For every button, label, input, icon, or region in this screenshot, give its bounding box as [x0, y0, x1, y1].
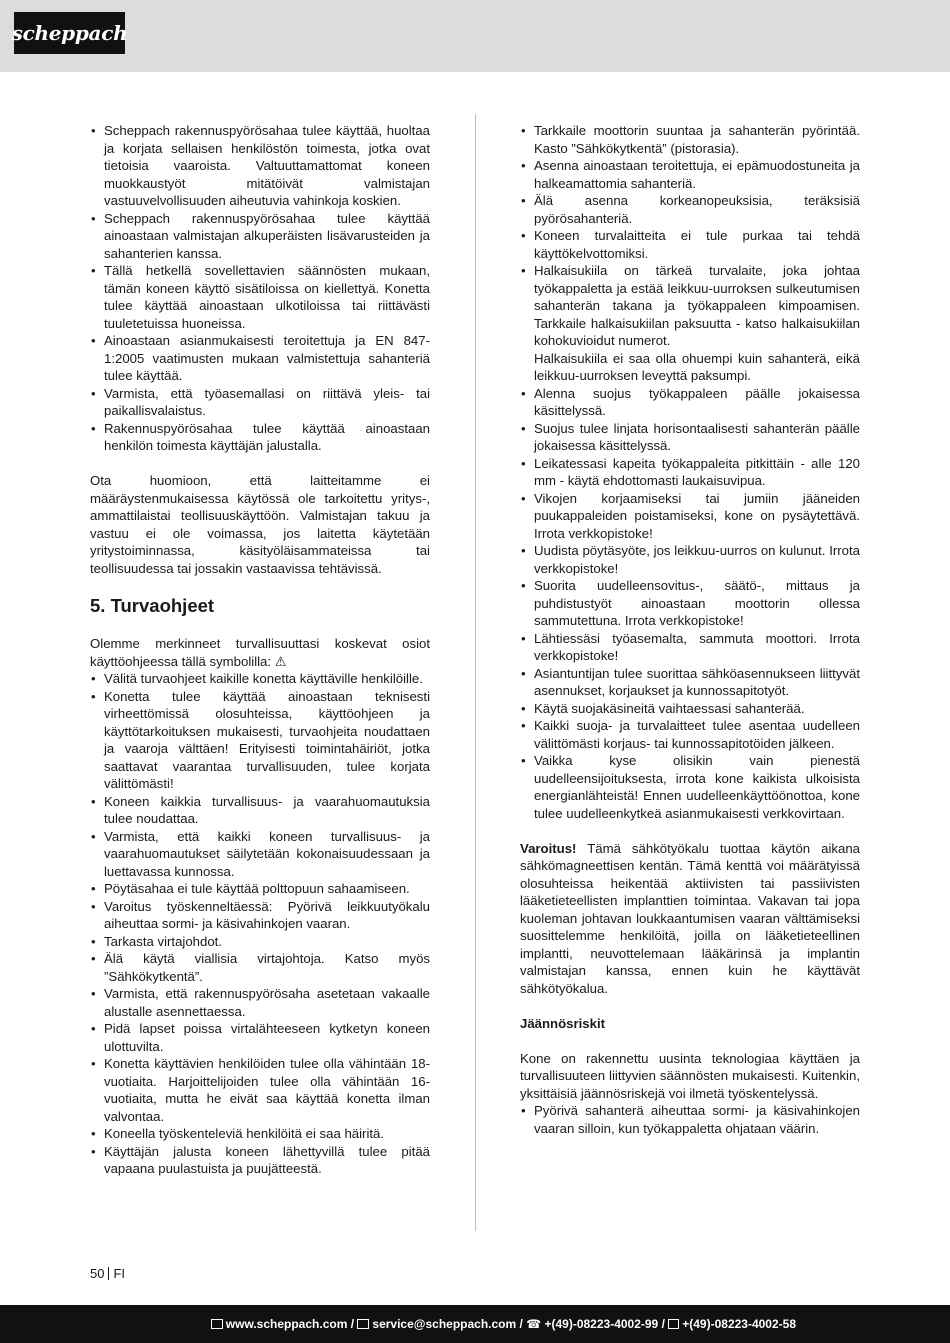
riving-knife-note: Halkaisukiila ei saa olla ohuempi kuin sahanterä, eikä leikkuu-uurroksen leveyttä paksumpi. [534, 350, 860, 383]
footer-contact [211, 1305, 796, 1343]
list-item: • Leikatessasi kapeita työkappaleita pitkittäin - alle 120 mm - käytä ehdottomasti laukaisuvipua. [520, 455, 860, 490]
language-code: FI [113, 1266, 126, 1281]
list-item: • Rakennuspyörösahaa tulee käyttää ainoastaan henkilön toimesta käyttäjän jalustalla. [90, 420, 430, 455]
list-item: • Älä käytä viallisia virtajohtoja. Katso myös ”Sähkökytkentä”. [90, 950, 430, 985]
list-item: • Uudista pöytäsyöte, jos leikkuu-uurros on kulunut. Irrota verkkopistoke! [520, 542, 860, 577]
page-header [0, 0, 950, 72]
residual-risks-list [520, 1102, 860, 1137]
footer-separator: / [658, 1317, 669, 1331]
warning-text: Tämä sähkötyökalu tuottaa käytön aikana sähkömagneettisen kentän. Tämä kenttä voi määrätyissä olosuhteissa heikentää aktiivisten tai passiivisten lääketieteellisten implanttien toimintaa. Vakavan tai jopa kuoleman johtavan loukkaantumisen vaaran välttämiseksi suosittelemme henkilöitä, joilla on lääketieteellinen implantti, neuvottelemaan lääkärinsä ja implantin valmistajan kanssa, ennen kuin he käyttävät sähkötyökalua. [520, 840, 860, 996]
footer-email[interactable]: service@scheppach.com [372, 1317, 517, 1331]
right-column [520, 122, 860, 1137]
list-item: • Älä asenna korkeanopeuksisia, teräksisiä pyörösahanteriä. [520, 192, 860, 227]
list-item: • Kaikki suoja- ja turvalaitteet tulee asentaa uudelleen välittömästi korjaus- tai kunnossapitotöiden jälkeen. [520, 717, 860, 752]
section-title: 5. Turvaohjeet [90, 595, 215, 616]
list-item: • Tarkkaile moottorin suuntaa ja sahanterän pyörintää. Kasto ”Sähkökytkentä” (pistorasia). [520, 122, 860, 157]
footer-separator: / [347, 1317, 358, 1331]
list-item: • Asiantuntijan tulee suorittaa sähköasennukseen liittyvät asennukset, korjaukset ja kunnossapitotyöt. [520, 665, 860, 700]
footer-web[interactable]: www.scheppach.com [225, 1317, 348, 1331]
list-item: • Pidä lapset poissa virtalähteeseen kytketyn koneen ulottuvilta. [90, 1020, 430, 1055]
usage-paragraph: Ota huomioon, että laitteitamme ei määräystenmukaisessa käytössä ole tarkoitettu yritys-, ammattilaistai teollisuuskäyttöön. Valmistajan takuu ja vastuu ei ole voimassa, jos laitetta käytetään yritystoiminnassa, käsityöläisammateissa tai teollisuudessa tai jossakin vastaavissa tehtävissä. [90, 473, 430, 576]
warning-label: Varoitus! [520, 840, 577, 856]
footer-fax: +(49)-08223-4002-58 [682, 1317, 796, 1331]
envelope-icon [357, 1319, 369, 1329]
list-item [520, 262, 860, 385]
list-item: • Varoitus työskenneltäessä: Pyörivä leikkuutyökalu aiheuttaa sormi- ja käsivahinkojen vaaran. [90, 898, 430, 933]
footer-separator: / [516, 1317, 527, 1331]
list-item: • Pöytäsahaa ei tule käyttää polttopuun sahaamiseen. [90, 880, 430, 898]
page-footer [0, 1305, 950, 1343]
fax-icon [668, 1319, 679, 1329]
list-item: • Suojus tulee linjata horisontaalisesti sahanterän päälle jokaisessa käsittelyssä. [520, 420, 860, 455]
list-item: • Varmista, että työasemallasi on riittävä yleis- tai paikallisvalaistus. [90, 385, 430, 420]
list-item: • Käyttäjän jalusta koneen lähettyvillä tulee pitää vapaana puulastuista ja puujätteestä. [90, 1143, 430, 1178]
page-number [90, 1265, 125, 1282]
list-item: • Koneella työskenteleviä henkilöitä ei saa häiritä. [90, 1125, 430, 1143]
footer-phone: +(49)-08223-4002-99 [544, 1317, 659, 1331]
scheppach-logo: scheppach [14, 12, 125, 54]
list-item: • Scheppach rakennuspyörösahaa tulee käyttää ainoastaan valmistajan alkuperäisten lisävarusteiden ja sahanterien kanssa. [90, 210, 430, 263]
safety-intro: Olemme merkinneet turvallisuuttasi koskevat osiot käyttöohjeessa tällä symbolilla: ⚠ [90, 636, 430, 669]
list-item: • Vaikka kyse olisikin vain pienestä uudelleensijoituksesta, irrota kone kaikista ulkoisista energianlähteistä! Ennen uudelleenkäyttöönottoa, kone tulee uudelleenkytkeä asianmukaisesti verkkovirtaan. [520, 752, 860, 822]
list-item: • Tarkasta virtajohdot. [90, 933, 430, 951]
phone-icon: ☎ [526, 1317, 542, 1331]
list-item: • Varmista, että rakennuspyörösaha asetetaan vakaalle alustalle asennettaessa. [90, 985, 430, 1020]
list-item: • Alenna suojus työkappaleen päälle jokaisessa käsittelyssä. [520, 385, 860, 420]
list-item: • Koneen kaikkia turvallisuus- ja vaarahuomautuksia tulee noudattaa. [90, 793, 430, 828]
list-item: • Ainoastaan asianmukaisesti teroitettuja ja EN 847-1:2005 vaatimusten mukaan valmistettuja sahanteriä tulee käyttää. [90, 332, 430, 385]
column-divider [475, 114, 476, 1231]
list-item: • Tällä hetkellä sovellettavien säännösten mukaan, tämän koneen käyttö sisätiloissa on kiellettyä. Konetta tulee käyttää ainoastaan ulkotiloissa tai riittävästi tuuletetuissa huoneissa. [90, 262, 430, 332]
left-bullet-list-1 [90, 122, 430, 455]
list-item: • Asenna ainoastaan teroitettuja, ei epämuodostuneita ja halkeamattomia sahanteriä. [520, 157, 860, 192]
left-bullet-list-2 [90, 670, 430, 1178]
residual-risks-text: Kone on rakennettu uusinta teknologiaa käyttäen ja turvallisuuteen liittyvien säännösten mukaisesti. Kuitenkin, yksittäisiä jäännösriskejä voi ilmetä työskentelyssä. [520, 1050, 860, 1101]
list-item: • Pyörivä sahanterä aiheuttaa sormi- ja käsivahinkojen vaaran silloin, kun työkappaletta ohjataan väärin. [520, 1102, 860, 1137]
warning-paragraph [520, 840, 860, 998]
left-column [90, 122, 430, 1178]
right-bullet-list-1 [520, 122, 860, 822]
list-item: • Välitä turvaohjeet kaikille konetta käyttäville henkilöille. [90, 670, 430, 688]
page-number-value: 50 [90, 1266, 105, 1281]
list-item: • Käytä suojakäsineitä vaihtaessasi sahanterää. [520, 700, 860, 718]
list-item: • Konetta tulee käyttää ainoastaan teknisesti virheettömissä olosuhteissa, käyttöohjeen ja käyttötarkoituksen mukaisesti, turvaohjeita noudattaen ja vaaroja välttäen! Erityisesti toimintahäiriöt, jotka saattavat vaarantaa turvallisuuden, tulee korjata välittömästi! [90, 688, 430, 793]
residual-risks-title: Jäännösriskit [520, 1015, 606, 1031]
riving-knife-text: Halkaisukiila on tärkeä turvalaite, joka johtaa työkappaletta ja estää leikkuu-uurroksen sulkeutumisen sahanterän takana ja työkappaleen kimpoamisen. Tarkkaile halkaisukiilan paksuutta - katso halkaisukiilan kohokuvioidut numerot. [534, 263, 860, 348]
list-item: • Varmista, että kaikki koneen turvallisuus- ja vaarahuomautukset säilytetään kokonaisuudessaan ja luettavassa kunnossa. [90, 828, 430, 881]
list-item: • Konetta käyttävien henkilöiden tulee olla vähintään 18-vuotiaita. Harjoittelijoiden tulee olla vähintään 16-vuotiaita, mutta he eivät saa käyttää konetta ilman valvontaa. [90, 1055, 430, 1125]
page-number-separator [108, 1267, 109, 1280]
list-item: • Scheppach rakennuspyörösahaa tulee käyttää, huoltaa ja korjata sellaisen henkilöstön toimesta, jotka ovat tietoisia vaaroista. Valtuuttamattomat koneen muokkaustyöt mitätöivät valmistajan vastuuvelvollisuuden aiheutuvia vahinkoja koskien. [90, 122, 430, 210]
list-item: • Lähtiessäsi työasemalta, sammuta moottori. Irrota verkkopistoke! [520, 630, 860, 665]
computer-icon [211, 1319, 223, 1329]
list-item: • Vikojen korjaamiseksi tai jumiin jääneiden puukappaleiden poistamiseksi, kone on pysäytettävä. Irrota verkkopistoke! [520, 490, 860, 543]
list-item: • Koneen turvalaitteita ei tule purkaa tai tehdä käyttökelvottomiksi. [520, 227, 860, 262]
list-item: • Suorita uudelleensovitus-, säätö-, mittaus ja puhdistustyöt ainoastaan moottorin ollessa sammutettuna. Irrota verkkopistoke! [520, 577, 860, 630]
